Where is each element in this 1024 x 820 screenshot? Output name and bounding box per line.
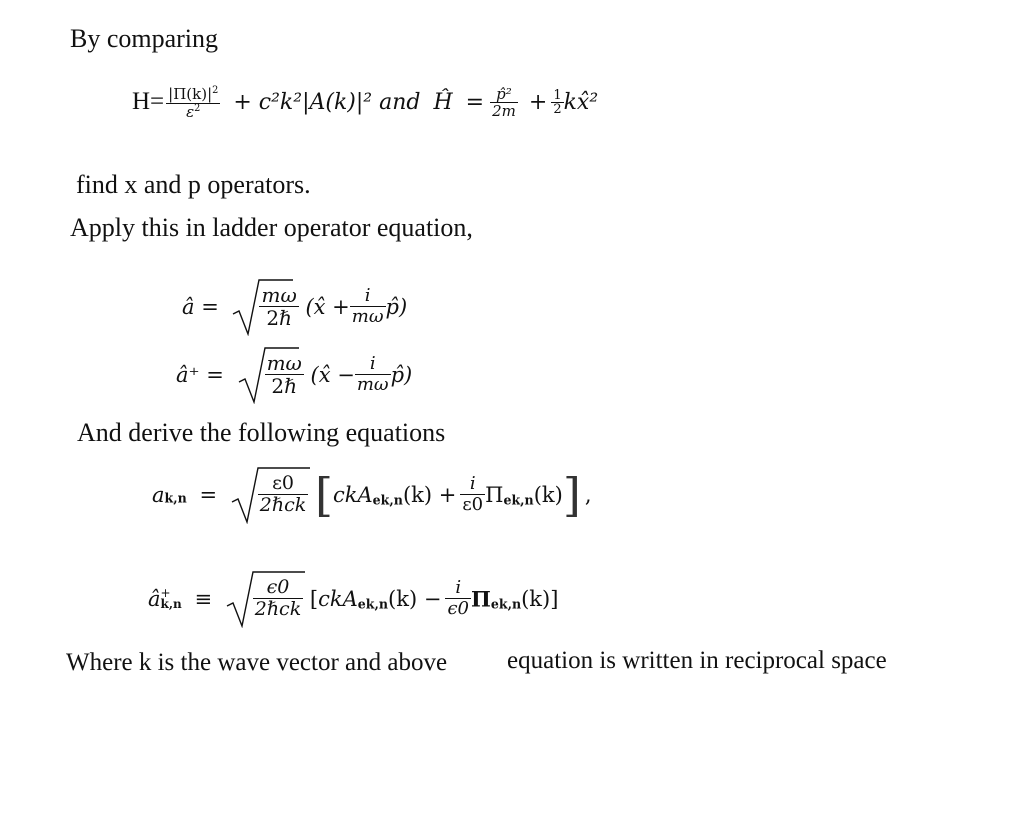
i-unit: i [355,355,391,375]
epsilon-symbol: ε [186,102,195,121]
pi-symbol: Π [470,586,491,612]
i-unit: i [445,579,471,599]
i-unit: i [460,475,485,495]
k-argument: (k) − [388,587,442,611]
pi-over-eps-fraction [166,86,220,120]
ck-a: ckA [333,483,373,507]
find-operators-text: find x and p operators. [76,170,311,199]
polarization-subscript: ek,n [357,596,389,612]
epsilon-zero-den: ϵ0 [447,598,469,620]
x-plus: (x̂ + [305,295,350,319]
a-symbol: a [152,483,165,507]
kx-squared: kx̂² [563,90,599,116]
two-hbar-c-k: 2ℏck [259,494,307,517]
pi-symbol: Π [485,483,504,507]
m-omega: mω [261,283,297,307]
m-omega-den: mω [356,374,389,396]
pi-magnitude: |Π(k)| [168,85,213,103]
a-scripts [161,588,182,610]
sqrt-symbol [225,570,305,628]
two-hbar-c-k: 2ℏck [254,598,302,621]
epsilon-zero: ε0 [258,474,308,495]
apply-text: Apply this in ladder operator equation, [70,213,473,242]
two-m: 2m [492,102,516,121]
sqrt-symbol [230,466,310,524]
a-subscript: k,n [164,490,187,506]
k-argument-end: (k)] [521,587,559,611]
hamiltonian-equation [132,86,598,120]
p-squared: p̂² [490,87,518,104]
dagger-superscript: + [160,586,171,601]
two-hbar: 2ℏ [266,306,292,330]
a-dagger-lhs: â⁺ = [176,363,224,387]
comma: , [584,483,592,507]
p-over-2m-fraction [490,84,518,121]
half-fraction [551,89,563,118]
epsilon-exponent: 2 [194,102,201,114]
m-omega-den: mω [351,306,384,328]
sqrt-symbol [231,278,293,336]
annihilation-operator-equation [182,278,407,336]
left-bracket: [ [309,587,319,611]
k-argument: (k) + [402,483,457,507]
i-unit: i [350,287,386,307]
m-omega: mω [266,351,302,375]
a-hat-lhs: â = [182,295,219,319]
right-bracket: ] [562,467,581,522]
two-hbar: 2ℏ [271,374,298,398]
i-over-mw [355,355,391,395]
epsilon-zero-den: ε0 [462,494,484,516]
k-argument-end: (k) [533,483,563,507]
i-over-eps [460,475,485,515]
equivalent-sign: ≡ [194,587,213,611]
conclusion-text-start: Where k is the wave vector and above [66,649,448,676]
conclusion-text-end: equation is written in reciprocal space [507,647,887,674]
ck-a: ckA [318,587,358,611]
pi-exponent: 2 [212,85,219,96]
p-close: p̂) [390,363,413,387]
a-hat-symbol: â [148,587,161,611]
ak-dagger-equation [148,570,558,628]
ak-equation [152,466,592,524]
pi-subscript: ek,n [490,596,522,612]
creation-operator-equation [176,346,412,404]
plus-sign: + [528,90,548,116]
left-bracket: [ [314,467,333,522]
p-close: p̂) [385,295,408,319]
h-hat: Ĥ [433,90,453,116]
i-over-eps [445,579,471,619]
equals: = [465,90,485,116]
sqrt-symbol [237,346,299,404]
i-over-mw [350,287,386,327]
polarization-subscript: ek,n [372,492,403,508]
epsilon-zero: ϵ0 [253,578,303,599]
intro-text: By comparing [70,24,219,53]
derive-text: And derive the following equations [77,418,446,447]
a-subscript: k,n [160,597,182,611]
half-num: 1 [553,87,562,103]
pi-subscript: ek,n [503,492,534,508]
h-lhs: H= [132,88,165,116]
equals: = [199,483,218,507]
x-minus: (x̂ − [310,363,355,387]
half-den: 2 [553,102,562,118]
field-term: + c²k²|A(k)|² and [233,90,421,116]
